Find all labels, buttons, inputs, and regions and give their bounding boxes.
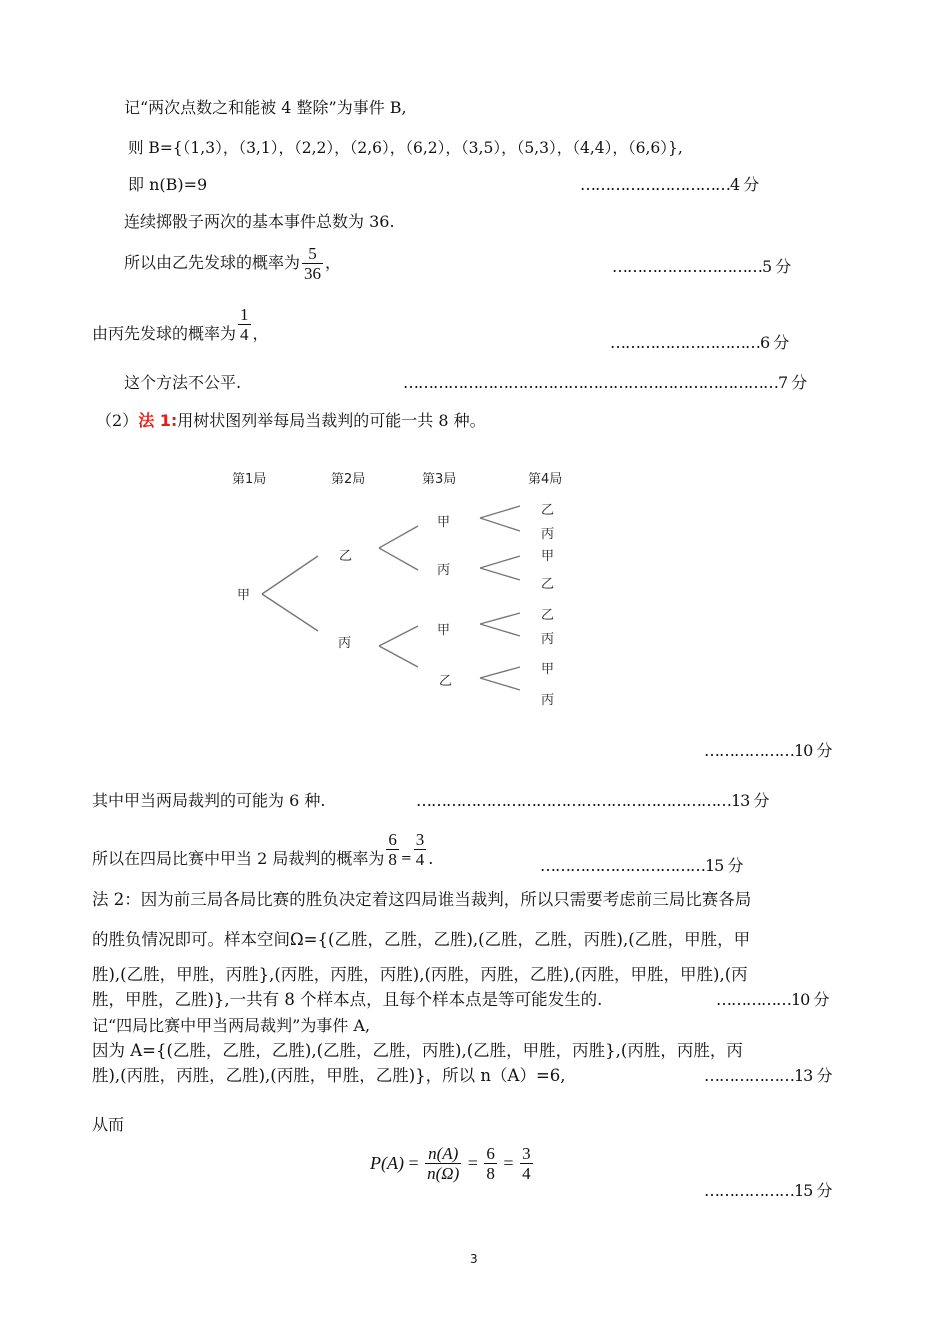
event-a-definition: 记“四局比赛中甲当两局裁判”为事件 A,: [92, 1016, 371, 1035]
event-a-line-1: 因为 A={(乙胜，乙胜，乙胜),(乙胜，乙胜，丙胜),(乙胜，甲胜，丙胜},(丙胜，丙胜，丙: [92, 1041, 743, 1060]
tree-l4-node: 乙: [541, 503, 555, 518]
score-10: ………………10 分: [704, 741, 832, 760]
n-b-value: 即 n(B)=9: [128, 175, 208, 194]
tree-l2-node: 乙: [339, 549, 353, 564]
page-number: 3: [470, 1252, 478, 1266]
conclusion: 这个方法不公平.: [124, 373, 242, 392]
score-10b: ……………10 分: [716, 990, 829, 1009]
formula-lhs: P(A): [370, 1153, 404, 1173]
six-ways: 其中甲当两局裁判的可能为 6 种.: [92, 791, 326, 810]
score-4: …………………………4 分: [580, 175, 759, 194]
prob-bing-prefix: 由丙先发球的概率为: [92, 324, 237, 343]
denominator: 36: [304, 264, 322, 283]
denominator: 8: [486, 1164, 495, 1183]
denominator: 4: [240, 325, 249, 344]
tree-l4-node: 甲: [541, 662, 555, 677]
tree-l3-node: 甲: [437, 515, 451, 530]
score-15: ……………………………15 分: [540, 856, 743, 875]
tree-root: 甲: [237, 588, 251, 603]
numerator: 3: [415, 830, 425, 849]
formula-fraction-6-8: [484, 1144, 497, 1183]
hence: 从而: [92, 1115, 125, 1134]
equals-sign: =: [400, 851, 412, 866]
header-round-1: 第1局: [232, 472, 267, 487]
probability-formula: P(A) = $\frac{n(A)}{n(\Omega)}$ = $\frac{6}{8}$ = $\frac{3}{4}$: [370, 1144, 531, 1183]
formula-fraction-3-4: [520, 1144, 533, 1183]
numerator: 1: [240, 305, 249, 324]
tree-l4-node: 乙: [541, 608, 555, 623]
part-number: （2）: [96, 411, 139, 430]
score-6: …………………………6 分: [610, 333, 789, 352]
header-round-4: 第4局: [528, 472, 563, 487]
tree-l4-node: 丙: [541, 632, 555, 647]
method2-line-4: 胜，甲胜，乙胜)},一共有 8 个样本点，且每个样本点是等可能发生的.: [92, 990, 603, 1009]
method1-text: 用树状图列举每局当裁判的可能一共 8 种。: [177, 411, 486, 430]
denominator: 4: [522, 1164, 531, 1183]
tree-l4-node: 丙: [541, 527, 555, 542]
tree-l2-node: 丙: [338, 636, 352, 651]
tree-l3-node: 乙: [439, 674, 453, 689]
header-round-2: 第2局: [331, 472, 366, 487]
period: .: [428, 849, 434, 868]
score-5: …………………………5 分: [612, 257, 791, 276]
numerator: 5: [302, 244, 323, 264]
method2-line-3: 胜),(乙胜，甲胜，丙胜},(丙胜，丙胜，丙胜),(丙胜，丙胜，乙胜),(丙胜，甲胜，甲胜),(丙: [92, 965, 748, 984]
fraction-6-8: [386, 830, 399, 869]
tree-l3-node: 甲: [437, 623, 451, 638]
header-round-3: 第3局: [422, 472, 457, 487]
fraction-3-4: [414, 830, 427, 869]
total-outcomes: 连续掷骰子两次的基本事件总数为 36.: [124, 212, 395, 231]
score-7: …………………………………………………………………7 分: [403, 373, 807, 392]
prob-jia-line: [92, 830, 433, 869]
event-a-line-2: 胜),(丙胜，丙胜，乙胜),(丙胜，甲胜，乙胜)}，所以 n（A）=6,: [92, 1066, 566, 1085]
numerator: n(A): [425, 1144, 461, 1164]
denominator: n(Ω): [427, 1164, 460, 1183]
method1-label: 法 1:: [138, 411, 178, 430]
event-b-definition: 记“两次点数之和能被 4 整除”为事件 B,: [124, 98, 407, 117]
tree-l4-node: 乙: [541, 577, 555, 592]
score-13b: ………………13 分: [704, 1066, 832, 1085]
comma: ，: [252, 324, 269, 343]
method2-line-1: 法 2：因为前三局各局比赛的胜负决定着这四局谁当裁判，所以只需要考虑前三局比赛各局: [92, 890, 752, 909]
denominator: 4: [415, 850, 425, 869]
prob-prefix: 所以在四局比赛中甲当 2 局裁判的概率为: [92, 849, 385, 868]
score-15b: ………………15 分: [704, 1181, 832, 1200]
prob-yi-prefix: 所以由乙先发球的概率为: [124, 253, 301, 272]
numerator: 3: [522, 1144, 531, 1163]
numerator: 6: [486, 1144, 495, 1163]
method2-line-2: 的胜负情况即可。样本空间Ω={(乙胜，乙胜，乙胜),(乙胜，乙胜，丙胜),(乙胜，甲胜，甲: [92, 930, 751, 949]
score-13: ………………………………………………………13 分: [416, 791, 769, 810]
comma: ，: [325, 253, 342, 272]
numerator: 6: [388, 830, 397, 849]
denominator: 8: [388, 850, 397, 869]
tree-l3-node: 丙: [437, 563, 451, 578]
tree-l4-node: 甲: [541, 549, 555, 564]
event-b-set: 则 B={（1,3），（3,1），（2,2），（2,6），（6,2），（3,5），（5,3），（4,4），（6,6）},: [128, 139, 683, 157]
formula-fraction-n: [425, 1144, 461, 1183]
tree-l4-node: 丙: [541, 693, 555, 708]
